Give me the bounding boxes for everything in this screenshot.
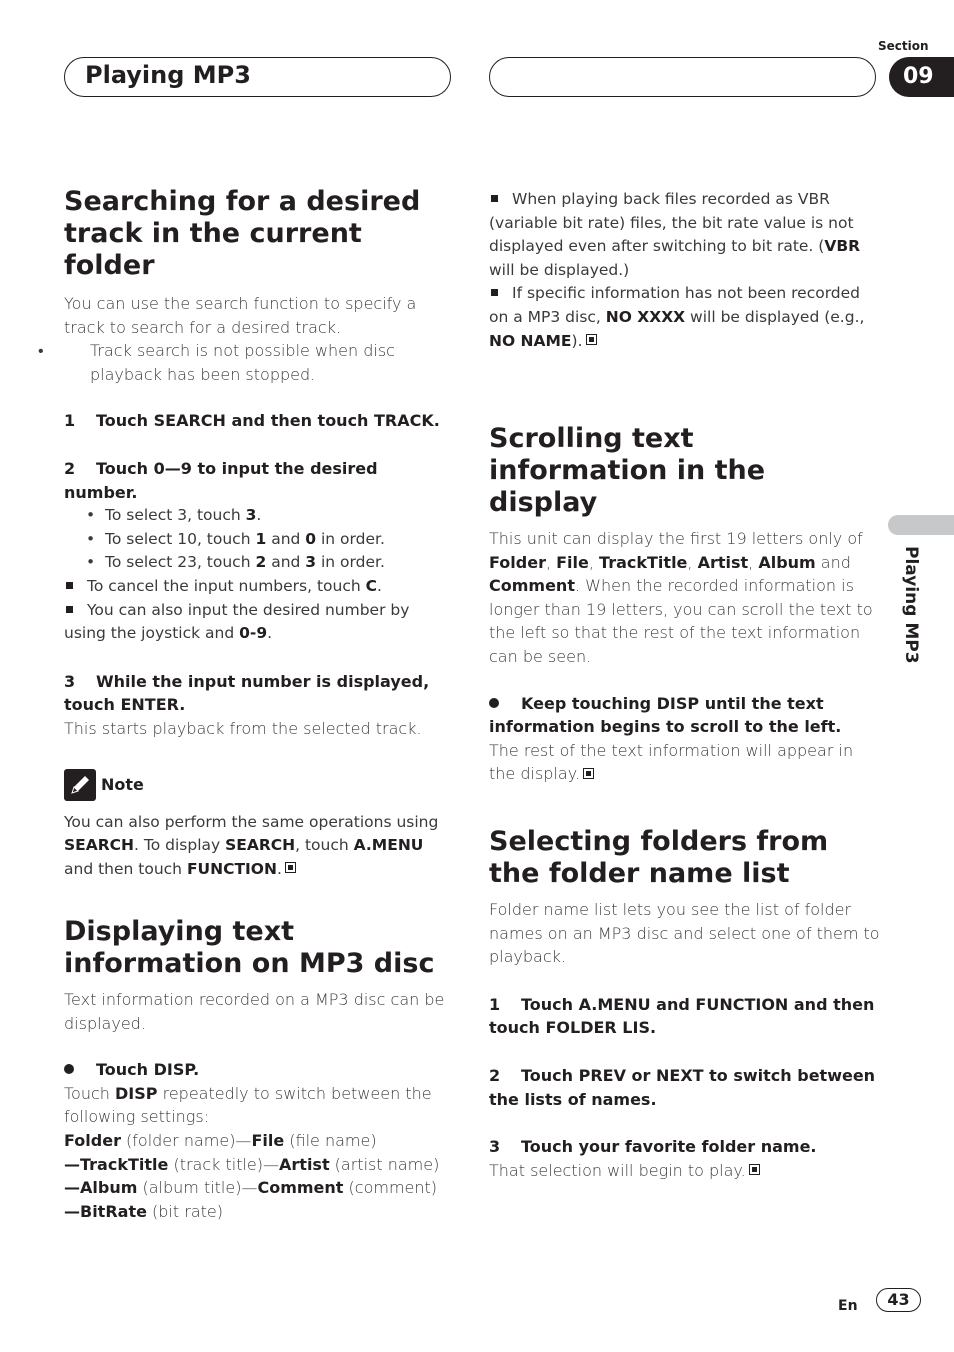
display-intro: Text information recorded on a MP3 disc can be displayed.	[64, 990, 445, 1033]
display-sequence: Folder (folder name)—File (file name) —TrackTitle (track title)—Artist (artist name) —Album (album title)—Comment (comment) —BitRate (bit rate)	[64, 1130, 440, 1221]
no-info-tip: If specific information has not been recorded on a MP3 disc, NO XXXX will be displayed (e.g., NO NAME).	[489, 284, 865, 350]
heading-search-track: Searching for a desired track in the current folder	[64, 186, 421, 281]
right-column-scroll	[489, 423, 881, 786]
round-bullet-icon	[64, 1064, 74, 1074]
footer-language: En	[838, 1298, 858, 1314]
search-tip-joystick: You can also input the desired number by using the joystick and 0-9.	[64, 600, 410, 643]
square-bullet-icon	[491, 289, 498, 296]
folders-intro: Folder name list lets you see the list of folder names on an MP3 disc and select one of them to playback.	[489, 900, 880, 967]
end-mark-icon	[583, 768, 594, 779]
left-column-lower	[64, 916, 456, 1223]
folders-step-2: 2 Touch PREV or NEXT to switch between the lists of names.	[489, 1065, 876, 1109]
side-tab-label: Playing MP3	[901, 546, 921, 664]
heading-select-folders: Selecting folders from the folder name list	[489, 826, 829, 889]
search-step-1: 1 Touch SEARCH and then touch TRACK.	[64, 411, 440, 431]
header-title-pill	[64, 57, 451, 97]
search-bullet: • Track search is not possible when disc playback has been stopped.	[38, 341, 395, 384]
folders-step-1: 1 Touch A.MENU and FUNCTION and then touch FOLDER LIS.	[489, 994, 875, 1038]
note-pencil-icon	[64, 769, 96, 801]
section-number-badge: 09	[889, 57, 954, 97]
note-header	[64, 769, 456, 801]
end-mark-icon	[749, 1164, 760, 1175]
side-tab-marker	[888, 515, 954, 535]
round-bullet-icon	[489, 698, 499, 708]
search-tip-cancel: To cancel the input numbers, touch C.	[64, 575, 456, 599]
bullet-dot-icon: •	[38, 341, 44, 361]
note-label: Note	[101, 775, 144, 794]
note-text: You can also perform the same operations using SEARCH. To display SEARCH, touch A.MENU and then touch FUNCTION.	[64, 812, 439, 878]
right-column	[489, 188, 881, 353]
search-intro: You can use the search function to specify a track to search for a desired track.	[64, 294, 417, 337]
folders-step-3-desc: That selection will begin to play.	[489, 1159, 881, 1183]
search-sub-3: • To select 23, touch 2 and 3 in order.	[86, 553, 385, 572]
header-blank-pill	[489, 57, 876, 97]
square-bullet-icon	[66, 606, 73, 613]
square-bullet-icon	[66, 582, 73, 589]
end-mark-icon	[285, 862, 296, 873]
end-mark-icon	[586, 334, 597, 345]
vbr-tip: When playing back files recorded as VBR (variable bit rate) files, the bit rate value is not displayed even after switching to bit rate. (VBR will be displayed.)	[489, 190, 861, 279]
search-step-3: 3 While the input number is displayed, touch ENTER.	[64, 671, 430, 715]
search-step-2: 2 Touch 0—9 to input the desired number.	[64, 458, 378, 502]
page-number: 43	[876, 1288, 921, 1312]
heading-scroll-text: Scrolling text information in the display	[489, 423, 766, 518]
display-step: Touch DISP.	[64, 1058, 456, 1082]
left-column	[38, 186, 456, 881]
right-column-folders	[489, 826, 881, 1182]
folders-step-3: 3 Touch your favorite folder name.	[489, 1137, 817, 1157]
search-sub-1: • To select 3, touch 3.	[86, 506, 262, 525]
scroll-step-desc: The rest of the text information will appear in the display.	[489, 740, 854, 784]
scroll-intro: This unit can display the first 19 letters only of Folder, File, TrackTitle, Artist, Album and Comment. When the recorded information is longer than 19 letters, you can scroll the text to the left so that the rest of the text information can be seen.	[489, 529, 873, 666]
search-step-3-desc: This starts playback from the selected track.	[64, 718, 422, 738]
display-desc: Touch DISP repeatedly to switch between the following settings:	[64, 1083, 432, 1127]
square-bullet-icon	[491, 195, 498, 202]
search-sub-2: • To select 10, touch 1 and 0 in order.	[86, 529, 385, 548]
page-title: Playing MP3	[85, 61, 251, 89]
heading-display-text: Displaying text information on MP3 disc	[64, 916, 435, 979]
section-label: Section	[878, 39, 929, 53]
scroll-step: Keep touching DISP until the text information begins to scroll to the left.	[489, 693, 842, 737]
